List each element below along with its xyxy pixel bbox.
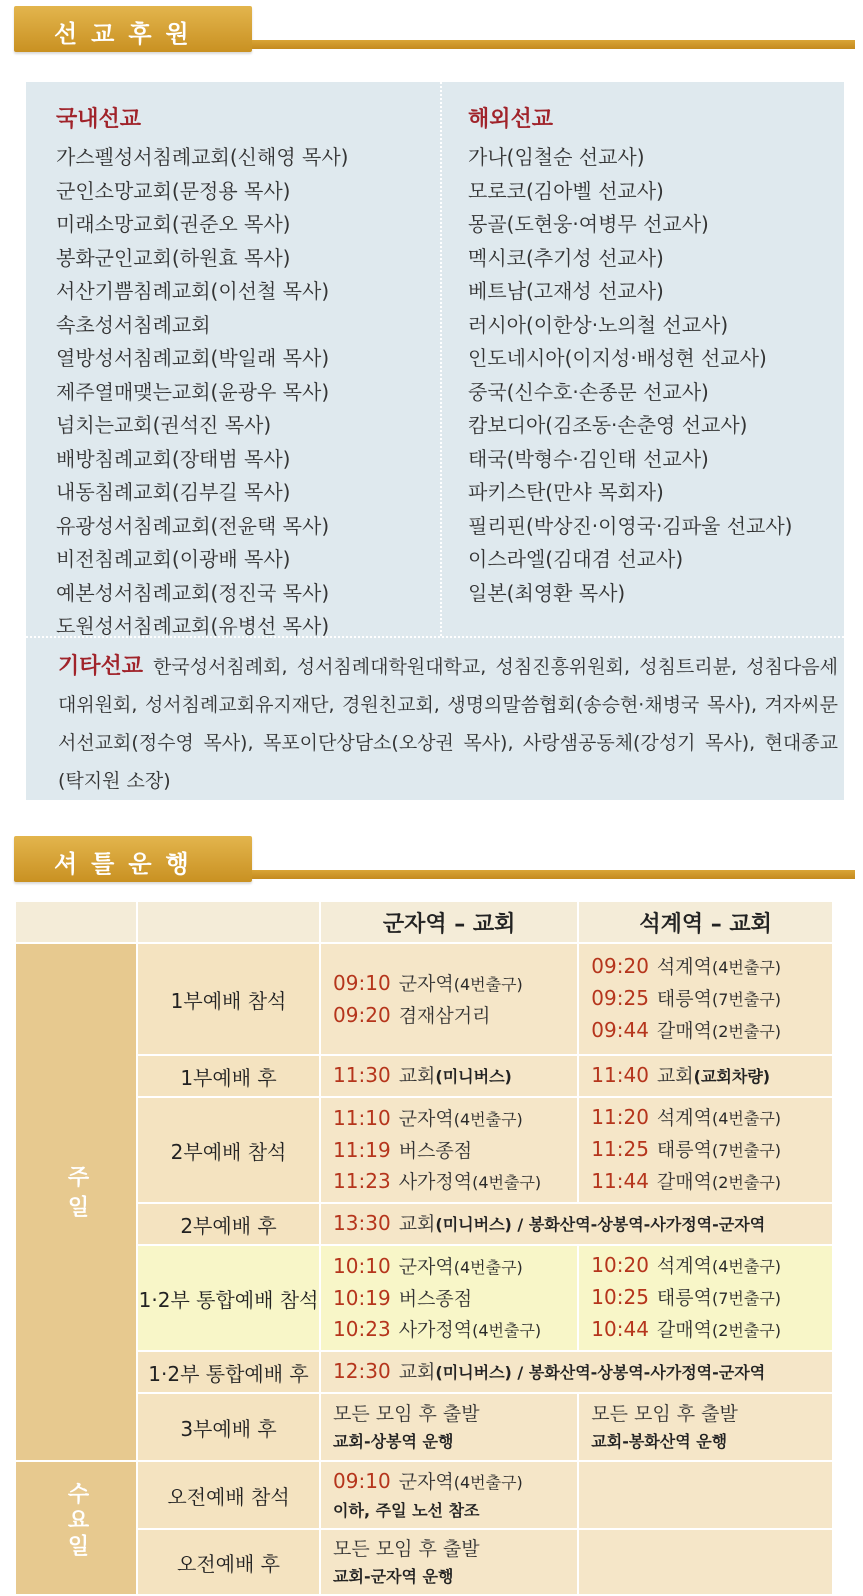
stop-line xyxy=(333,968,565,1000)
departure-time: 11:19 xyxy=(333,1137,391,1162)
stop-detail: (미니버스) xyxy=(435,1067,512,1086)
stop-detail: (4번출구) xyxy=(472,1320,542,1340)
route-cell-col1 xyxy=(321,1056,577,1096)
mission-item: 이스라엘(김대겸 선교사) xyxy=(468,547,684,571)
route-cell-col1 xyxy=(321,1394,577,1460)
stop-detail: (4번출구) xyxy=(472,1172,542,1192)
stop-name: 석계역 xyxy=(656,956,712,978)
mission-section-title: 선교후원 xyxy=(54,20,203,48)
stop-line xyxy=(333,1466,565,1498)
mission-item: 배방침례교회(장태범 목사) xyxy=(56,446,291,471)
route-cell-col2 xyxy=(579,944,832,1054)
stop-name: 교회 xyxy=(656,1065,694,1087)
route-note: 교회-봉화산역 운행 xyxy=(591,1432,728,1451)
mission-item: 가스펠성서침례교회(신해영 목사) xyxy=(56,145,349,169)
header-blank xyxy=(138,902,319,942)
other-mission xyxy=(58,648,838,800)
mission-box xyxy=(26,82,844,800)
stop-name: 사가정역 xyxy=(398,1318,473,1341)
departure-time: 10:25 xyxy=(591,1285,649,1309)
service-label: 1부예배 후 xyxy=(138,1056,319,1096)
column-divider xyxy=(440,82,443,636)
service-label: 1부예배 참석 xyxy=(138,944,319,1054)
mission-item: 멕시코(추기성 선교사) xyxy=(468,245,664,270)
domestic-title: 국내선교 xyxy=(56,107,142,132)
route-cell-col1 xyxy=(321,944,577,1054)
stop-detail: (4번출구) xyxy=(453,1473,523,1492)
stop-line xyxy=(333,1283,565,1314)
stop-detail: (4번출구) xyxy=(453,1257,523,1277)
stop-name: 갈매역 xyxy=(656,1319,712,1341)
stop-name: 교회 xyxy=(398,1361,436,1383)
route-cell-col1 xyxy=(321,1098,577,1202)
shuttle-section-title: 셔틀운행 xyxy=(54,850,203,878)
mission-item: 서산기쁨침례교회(이선철 목사) xyxy=(56,279,330,303)
stop-line xyxy=(591,1250,820,1282)
stop-line xyxy=(591,1134,820,1166)
day-label: 수요일 xyxy=(64,1482,89,1560)
mission-section-header xyxy=(0,0,863,60)
stop-line xyxy=(333,1103,565,1135)
route-note: 교회-상봉역 운행 xyxy=(333,1432,454,1451)
header-rule xyxy=(252,40,855,49)
departure-time: 09:10 xyxy=(333,970,391,995)
service-label: 2부예배 후 xyxy=(138,1204,319,1244)
departure-time: 11:30 xyxy=(333,1063,391,1087)
stop-line xyxy=(333,1135,565,1166)
route-note: 교회-군자역 운행 xyxy=(333,1567,454,1586)
stop-name: 태릉역 xyxy=(656,1139,712,1161)
stop-name: 교회 xyxy=(398,1213,436,1235)
departure-time: 11:23 xyxy=(333,1168,391,1193)
stop-detail: (미니버스) / 봉화산역-상봉역-사가정역-군자역 xyxy=(435,1215,766,1234)
stop-line xyxy=(591,1060,820,1092)
stop-name: 갈매역 xyxy=(656,1171,712,1193)
departure-time: 11:10 xyxy=(333,1105,391,1130)
service-label: 1·2부 통합예배 후 xyxy=(138,1352,319,1392)
day-sunday xyxy=(16,944,136,1460)
stop-line xyxy=(333,1251,565,1283)
other-text: 한국성서침례회, 성서침례대학원대학교, 성침진흥위원회, 성침트리뷴, 성침다음세대위원회, 성서침례교회유지재단, 경원친교회, 생명의말씀협회(송승현·채병국 목사), 겨자씨문서선교회(정수영 목사), 목포이단상담소(오상권 목사), 사랑샘공동체(강성기 목사), 현대종교(탁지원 소장) xyxy=(58,656,838,792)
stop-line xyxy=(333,1060,565,1092)
stop-name: 버스종점 xyxy=(398,1287,473,1310)
stop-name: 석계역 xyxy=(656,1107,712,1129)
overseas-mission-column xyxy=(468,102,792,610)
mission-item: 가나(임철순 선교사) xyxy=(468,145,645,169)
route-cell-col1 xyxy=(321,1462,577,1528)
stop-detail: (4번출구) xyxy=(711,1109,782,1128)
shuttle-row xyxy=(16,1394,832,1460)
route-cell-col2 xyxy=(579,1530,832,1594)
departure-time: 10:23 xyxy=(333,1316,391,1341)
stop-detail: (2번출구) xyxy=(711,1173,782,1192)
mission-item: 도원성서침례교회(유병선 목사) xyxy=(56,614,330,638)
stop-name: 군자역 xyxy=(398,1107,454,1130)
header-col2: 석계역 – 교회 xyxy=(579,902,832,942)
stop-name: 태릉역 xyxy=(656,988,712,1010)
mission-section-tab xyxy=(14,6,252,52)
mission-item: 유광성서침례교회(전윤택 목사) xyxy=(56,513,330,538)
mission-item: 모로코(김아벨 선교사) xyxy=(468,178,664,203)
departure-time: 09:44 xyxy=(591,1018,649,1042)
shared-route-cell xyxy=(321,1352,832,1392)
stop-detail: (4번출구) xyxy=(453,974,523,994)
departure-time: 13:30 xyxy=(333,1211,391,1235)
departure-time: 10:19 xyxy=(333,1285,391,1310)
overseas-list xyxy=(468,141,792,610)
stop-line xyxy=(591,1282,820,1314)
stop-detail: (7번출구) xyxy=(711,990,782,1009)
shuttle-section-tab xyxy=(14,836,252,882)
stop-detail: (4번출구) xyxy=(453,1109,523,1129)
header-blank xyxy=(16,902,136,942)
departure-time: 11:40 xyxy=(591,1063,649,1087)
shuttle-table xyxy=(14,900,834,1596)
mission-item: 넘치는교회(권석진 목사) xyxy=(56,413,272,437)
mission-item: 캄보디아(김조동·손춘영 선교사) xyxy=(468,413,748,437)
stop-line xyxy=(591,983,820,1015)
mission-item: 몽골(도현웅·여병무 선교사) xyxy=(468,212,709,236)
stop-detail: (미니버스) / 봉화산역-상봉역-사가정역-군자역 xyxy=(435,1363,766,1382)
header-rule xyxy=(252,870,855,879)
stop-detail: (4번출구) xyxy=(711,1257,782,1276)
header-col1: 군자역 – 교회 xyxy=(321,902,577,942)
mission-item: 미래소망교회(권준오 목사) xyxy=(56,212,291,236)
day-label: 주일 xyxy=(64,1165,89,1225)
departure-time: 11:20 xyxy=(591,1105,649,1129)
domestic-list xyxy=(56,141,348,644)
departure-time: 12:30 xyxy=(333,1359,391,1383)
mission-item: 군인소망교회(문정용 목사) xyxy=(56,178,291,203)
mission-item: 필리핀(박상진·이영국·김파울 선교사) xyxy=(468,513,793,538)
stop-line xyxy=(333,1314,565,1346)
day-wednesday xyxy=(16,1462,136,1594)
stop-line xyxy=(591,1314,820,1346)
stop-name: 사가정역 xyxy=(398,1170,473,1193)
mission-item: 내동침례교회(김부길 목사) xyxy=(56,480,291,504)
route-cell-col2 xyxy=(579,1098,832,1202)
departure-time: 09:20 xyxy=(591,954,649,978)
departure-time: 10:44 xyxy=(591,1317,649,1341)
stop-line xyxy=(591,1102,820,1134)
stop-name: 석계역 xyxy=(656,1255,712,1277)
shuttle-row xyxy=(16,944,832,1054)
domestic-mission-column xyxy=(56,102,348,644)
stop-name: 갈매역 xyxy=(656,1020,712,1042)
mission-item: 일본(최영환 목사) xyxy=(468,580,626,605)
stop-line xyxy=(333,1000,565,1031)
departure-time: 09:10 xyxy=(333,1469,391,1493)
stop-line xyxy=(333,1166,565,1198)
overseas-title: 해외선교 xyxy=(468,107,554,132)
departure-time: 11:25 xyxy=(591,1137,649,1161)
route-cell-col2 xyxy=(579,1056,832,1096)
departure-time: 11:44 xyxy=(591,1169,649,1193)
stop-detail: (7번출구) xyxy=(711,1289,782,1308)
service-label: 2부예배 참석 xyxy=(138,1098,319,1202)
mission-item: 러시아(이한상·노의철 선교사) xyxy=(468,312,729,337)
route-cell-col2 xyxy=(579,1394,832,1460)
stop-name: 버스종점 xyxy=(398,1139,473,1162)
stop-detail: (7번출구) xyxy=(711,1141,782,1160)
mission-item: 속초성서침례교회 xyxy=(56,312,211,337)
shuttle-section-header xyxy=(0,830,863,890)
shuttle-row xyxy=(16,1530,832,1594)
shuttle-row xyxy=(16,1098,832,1202)
stop-line xyxy=(591,1166,820,1198)
mission-item: 중국(신수호·손종문 선교사) xyxy=(468,379,709,404)
route-cell-col2 xyxy=(579,1246,832,1350)
stop-name: 겸재삼거리 xyxy=(398,1004,491,1027)
route-cell-col1 xyxy=(321,1530,577,1594)
mission-item: 파키스탄(만샤 목회자) xyxy=(468,480,664,504)
stop-detail: (2번출구) xyxy=(711,1022,782,1041)
service-label: 오전예배 참석 xyxy=(138,1462,319,1528)
depart-note: 모든 모임 후 출발 xyxy=(333,1403,480,1425)
mission-item: 열방성서침례교회(박일래 목사) xyxy=(56,346,330,370)
departure-time: 09:20 xyxy=(333,1002,391,1027)
service-label: 1·2부 통합예배 참석 xyxy=(138,1246,319,1350)
shuttle-row xyxy=(16,1056,832,1096)
depart-note: 모든 모임 후 출발 xyxy=(333,1538,480,1560)
mission-item: 예본성서침례교회(정진국 목사) xyxy=(56,580,330,605)
stop-detail: (2번출구) xyxy=(711,1321,782,1340)
stop-name: 군자역 xyxy=(398,1255,454,1278)
route-cell-col2 xyxy=(579,1462,832,1528)
service-label: 오전예배 후 xyxy=(138,1530,319,1594)
stop-name: 교회 xyxy=(398,1065,436,1087)
shuttle-row xyxy=(16,1246,832,1350)
mission-item: 인도네시아(이지성·배성현 선교사) xyxy=(468,346,767,370)
other-title: 기타선교 xyxy=(58,654,144,679)
mission-item: 비전침례교회(이광배 목사) xyxy=(56,547,291,571)
departure-time: 10:10 xyxy=(333,1253,391,1278)
mission-item: 베트남(고재성 선교사) xyxy=(468,279,664,303)
stop-detail: (4번출구) xyxy=(711,958,782,977)
stop-name: 군자역 xyxy=(398,972,454,995)
stop-name: 군자역 xyxy=(398,1471,454,1493)
route-note: 이하, 주일 노선 참조 xyxy=(333,1501,480,1520)
mission-item: 제주열매맺는교회(윤광우 목사) xyxy=(56,379,330,404)
shuttle-row xyxy=(16,1204,832,1244)
mission-item: 봉화군인교회(하원효 목사) xyxy=(56,245,291,270)
service-label: 3부예배 후 xyxy=(138,1394,319,1460)
stop-line xyxy=(591,951,820,983)
stop-name: 태릉역 xyxy=(656,1287,712,1309)
departure-time: 10:20 xyxy=(591,1253,649,1277)
stop-detail: (교회차량) xyxy=(693,1067,771,1086)
route-cell-col1 xyxy=(321,1246,577,1350)
depart-note: 모든 모임 후 출발 xyxy=(591,1403,738,1425)
departure-time: 09:25 xyxy=(591,986,649,1010)
mission-item: 태국(박형수·김인태 선교사) xyxy=(468,446,709,471)
stop-line xyxy=(591,1015,820,1047)
shuttle-row xyxy=(16,1462,832,1528)
shared-route-cell xyxy=(321,1204,832,1244)
shuttle-row xyxy=(16,1352,832,1392)
